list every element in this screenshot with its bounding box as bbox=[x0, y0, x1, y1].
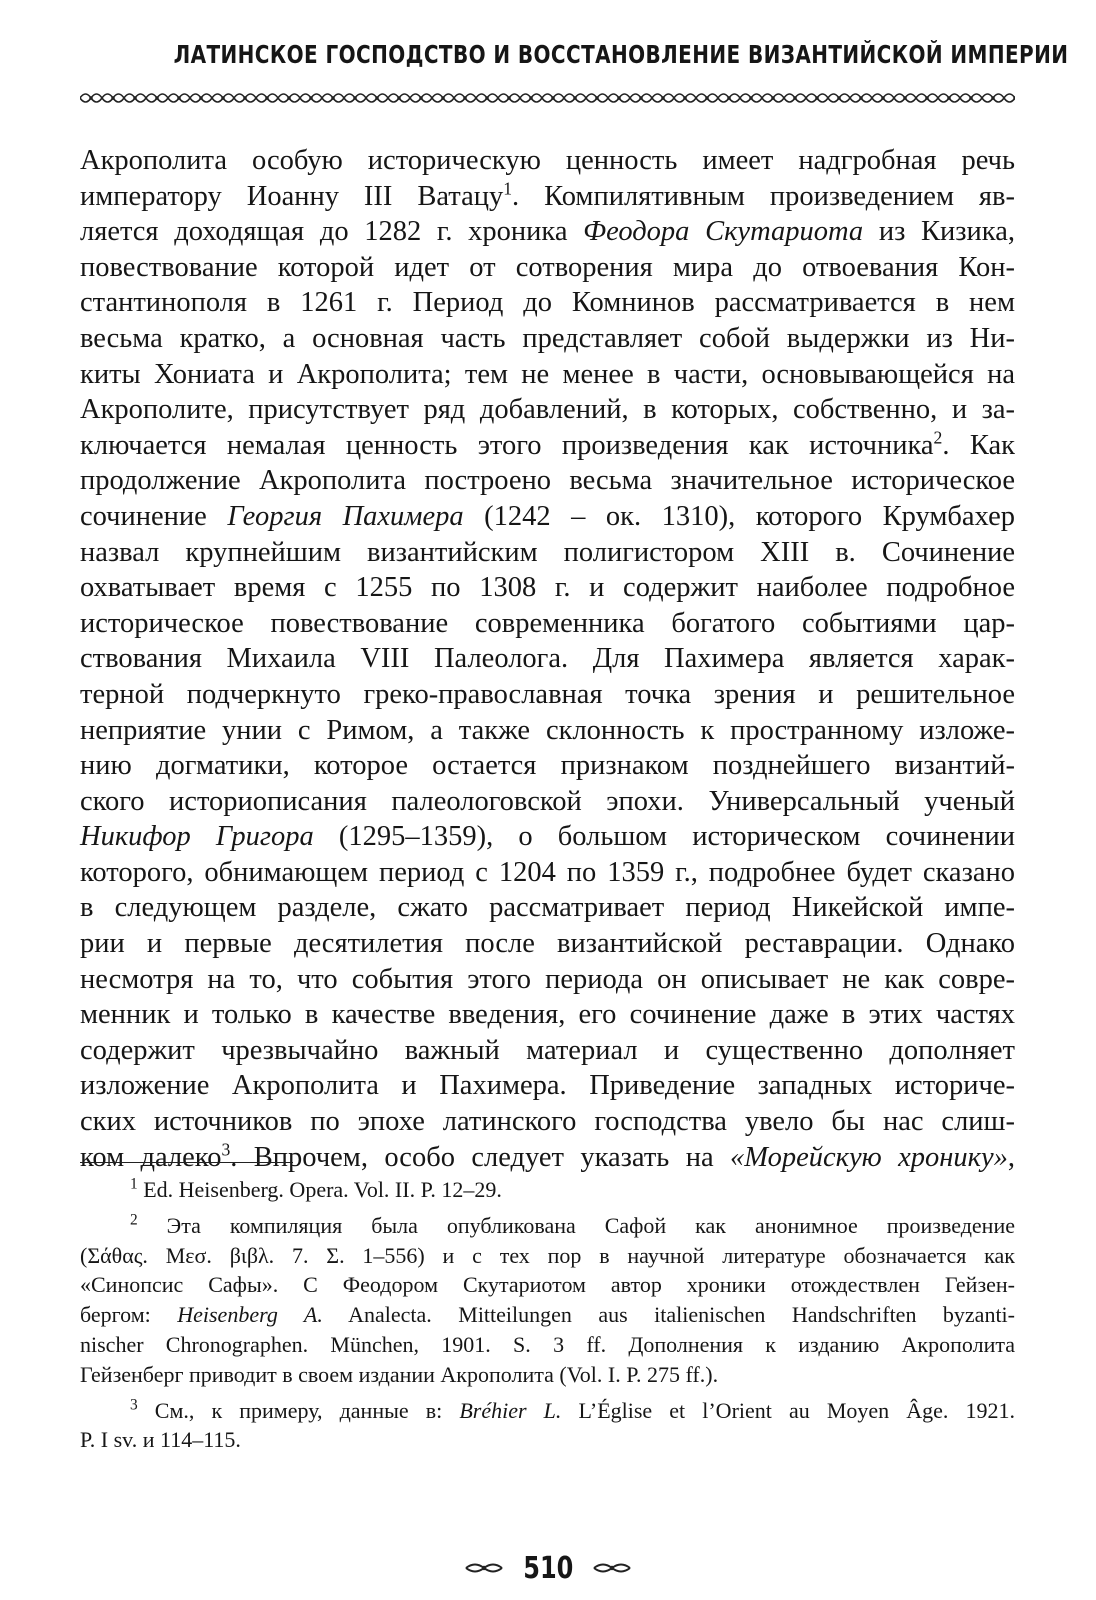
italic-text: Bréhier L. bbox=[459, 1397, 562, 1423]
text-line: киты Хониата и Акрополита; тем не менее в части, основывающейся на bbox=[80, 358, 1015, 390]
text-line: ключается немалая ценность этого произведения как источника$^2$. Как bbox=[80, 427, 1015, 461]
folio bbox=[448, 1548, 648, 1588]
text-line: Акрополите, присутствует ряд добавлений, в которых, собственно, и за- bbox=[80, 394, 1015, 426]
text-line: менник и только в качестве введения, его сочинение даже в этих частях bbox=[80, 999, 1015, 1031]
footnote-line: nischer Chronographen. München, 1901. S. 3 ff. Дополнения к изданию Акрополита bbox=[80, 1331, 1015, 1357]
text-line: Акрополита особую историческую ценность имеет надгробная речь bbox=[80, 145, 1015, 176]
footnote-line: $^1$ Ed. Heisenberg. Opera. Vol. II. P. 12–29. bbox=[130, 1175, 502, 1202]
text-line: весьма кратко, а основная часть представляет собой выдержки из Ни- bbox=[80, 322, 1015, 354]
footnote-1 bbox=[80, 1175, 1015, 1205]
footnote-line: $^2$ Эта компиляция была опубликована Сафой как анонимное произведение bbox=[130, 1211, 1015, 1238]
text-line: ских источников по эпохе латинского господства увело бы нас слиш- bbox=[80, 1106, 1015, 1138]
footnotes-section bbox=[80, 1175, 1015, 1461]
folio-ornament-right-icon bbox=[593, 1561, 631, 1575]
main-text-body bbox=[80, 143, 1015, 1175]
footnote-3 bbox=[80, 1396, 1015, 1456]
footnote-marker: 2 bbox=[130, 1211, 138, 1229]
text-line: сочинение Георгия Пахимера (1242 – ок. 1310), которого Крумбахер bbox=[80, 500, 1015, 532]
italic-text: Феодора Скутариота bbox=[583, 216, 864, 248]
text-line: назвал крупнейшим византийским полигистором XIII в. Сочинение bbox=[80, 536, 1015, 568]
ornament-band bbox=[80, 90, 1015, 106]
text-line: ляется доходящая до 1282 г. хроника Феодора Скутариота из Кизика, bbox=[80, 216, 1015, 248]
text-line: императору Иоанну III Ватацу$^1$. Компилятивным произведением яв- bbox=[80, 178, 1015, 212]
page-number: 510 bbox=[522, 1550, 574, 1586]
text-line: рии и первые десятилетия после византийской реставрации. Однако bbox=[80, 928, 1015, 960]
footnote-line: $^3$ См., к примеру, данные в: Bréhier L. L’Église et l’Orient au Moyen Âge. 1921. bbox=[130, 1396, 1015, 1423]
italic-text: Heisenberg A. bbox=[177, 1302, 323, 1328]
italic-text: «Морейскую хронику» bbox=[729, 1141, 1008, 1173]
footnote-line: бергом: Heisenberg A. Analecta. Mitteilungen aus italienischen Handschriften byzanti- bbox=[80, 1302, 1015, 1328]
text-line: историческое повествование современника богатого событиями цар- bbox=[80, 607, 1015, 639]
footnote-line: P. I sv. и 114–115. bbox=[80, 1427, 241, 1453]
text-line: ком далеко$^3$. Впрочем, особо следует указать на «Морейскую хронику», bbox=[80, 1139, 1015, 1173]
folio-ornament-left-icon bbox=[465, 1561, 503, 1575]
text-line: терной подчеркнуто греко-православная точка зрения и решительное bbox=[80, 678, 1015, 710]
text-line: нию догматики, которое остается признаком позднейшего византий- bbox=[80, 750, 1015, 782]
text-line: продолжение Акрополита построено весьма значительное историческое bbox=[80, 465, 1015, 497]
text-line: несмотря на то, что события этого периода он описывает не как совре- bbox=[80, 963, 1015, 995]
footnote-marker: 1 bbox=[503, 178, 513, 199]
footnote-line: (Σάθας. Μεσ. βιβλ. 7. Σ. 1–556) и с тех пор в научной литературе обозначается как bbox=[80, 1242, 1015, 1268]
footnote-line: Гейзенберг приводит в своем издании Акрополита (Vol. I. P. 275 ff.). bbox=[80, 1361, 719, 1387]
text-line: которого, обнимающем период с 1204 по 1359 г., подробнее будет сказано bbox=[80, 856, 1015, 888]
footnote-marker: 3 bbox=[221, 1139, 231, 1160]
italic-text: Георгия Пахимера bbox=[227, 500, 464, 532]
footnote-rule bbox=[80, 1162, 293, 1163]
text-line: Никифор Григора (1295–1359), о большом историческом сочинении bbox=[80, 821, 1015, 853]
text-line: ского историописания палеологовской эпохи. Универсальный ученый bbox=[80, 785, 1015, 817]
footnote-2 bbox=[80, 1211, 1015, 1390]
footnote-marker: 3 bbox=[130, 1396, 138, 1414]
text-line: повествование которой идет от сотворения мира до отвоевания Кон- bbox=[80, 251, 1015, 283]
text-line: стантинополя в 1261 г. Период до Комнинов рассматривается в нем bbox=[80, 287, 1015, 319]
text-line: содержит чрезвычайно важный материал и существенно дополняет bbox=[80, 1034, 1015, 1066]
italic-text: Никифор Григора bbox=[80, 821, 314, 853]
footnote-marker: 1 bbox=[130, 1175, 138, 1193]
footnote-marker: 2 bbox=[933, 427, 943, 448]
text-line: неприятие унии с Римом, а также склонность к пространному изложе- bbox=[80, 714, 1015, 746]
text-line: ствования Михаила VIII Палеолога. Для Пахимера является харак- bbox=[80, 643, 1015, 675]
text-line: изложение Акрополита и Пахимера. Приведение западных историче- bbox=[80, 1070, 1015, 1102]
footnote-line: «Синопсис Сафы». С Феодором Скутариотом автор хроники отождествлен Гейзен- bbox=[80, 1272, 1015, 1298]
text-line: охватывает время с 1255 по 1308 г. и содержит наиболее подробное bbox=[80, 572, 1015, 604]
running-head-title: ЛАТИНСКОЕ ГОСПОДСТВО И ВОССТАНОВЛЕНИЕ ВИЗАНТИЙСКОЙ ИМПЕРИИ bbox=[173, 40, 1069, 69]
text-line: в следующем разделе, сжато рассматривает период Никейской импе- bbox=[80, 892, 1015, 924]
